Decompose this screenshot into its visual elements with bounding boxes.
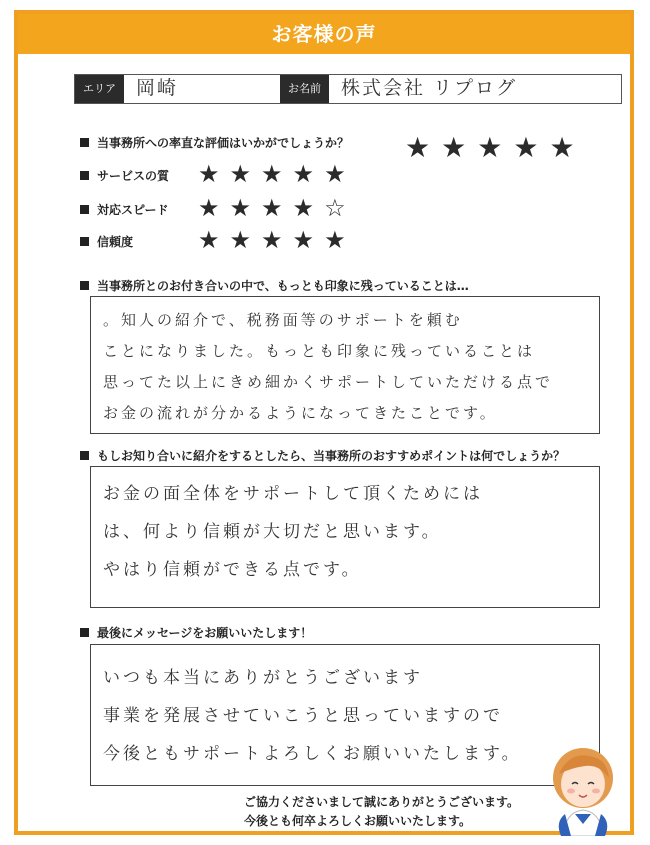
bullet-square-icon bbox=[80, 138, 89, 147]
answer-1-line: お金の流れが分かるようになってきたことです。 bbox=[103, 404, 498, 422]
rating-question bbox=[80, 134, 349, 151]
staff-avatar-illustration bbox=[545, 744, 621, 836]
survey-sheet bbox=[14, 10, 634, 835]
answer-3-line: 事業を発展させていこうと思っていますので bbox=[103, 706, 503, 726]
bullet-square-icon bbox=[80, 281, 89, 290]
rating-item-speed bbox=[80, 201, 169, 218]
star-filled-icon: ★ bbox=[324, 160, 346, 188]
answer-2-line: は、何より信頼が大切だと思います。 bbox=[103, 522, 442, 542]
star-filled-icon: ★ bbox=[441, 131, 467, 164]
answer-2-line: やはり信頼ができる点です。 bbox=[103, 560, 362, 580]
service-rating-stars bbox=[198, 162, 356, 186]
closing-message bbox=[244, 793, 519, 831]
answer-3-line: いつも本当にありがとうございます bbox=[103, 668, 423, 688]
answer-1-line: 。知人の紹介で、税務面等のサポートを頼む bbox=[103, 311, 463, 329]
rating-item-label: 対応スピード bbox=[97, 203, 169, 217]
trust-rating-stars bbox=[198, 228, 356, 252]
bullet-square-icon bbox=[80, 237, 89, 246]
answer-2-line: お金の面全体をサポートして頂くためには bbox=[103, 484, 483, 504]
question-1-text: 当事務所とのお付き合いの中で、もっとも印象に残っていることは… bbox=[97, 279, 469, 293]
answer-1-line: ことになりました。もっとも印象に残っていることは bbox=[103, 342, 536, 360]
star-filled-icon: ★ bbox=[198, 226, 220, 254]
star-filled-icon: ★ bbox=[261, 160, 283, 188]
star-filled-icon: ★ bbox=[292, 160, 315, 188]
answer-3-line: 今後ともサポートよろしくお願いいたします。 bbox=[103, 744, 522, 764]
star-filled-icon: ★ bbox=[405, 131, 431, 164]
answer-1-line: 思ってた以上にきめ細かくサポートしていただける点で bbox=[103, 373, 554, 391]
bullet-square-icon bbox=[80, 205, 89, 214]
rating-item-label: サービスの質 bbox=[97, 169, 170, 183]
star-filled-icon: ★ bbox=[513, 131, 539, 164]
question-1 bbox=[80, 277, 469, 294]
answer-3-box bbox=[90, 644, 600, 786]
name-value: 株式会社 リプログ bbox=[341, 77, 518, 99]
rating-item-service bbox=[80, 167, 169, 184]
bullet-square-icon bbox=[80, 171, 89, 180]
closing-line: ご協力くださいまして誠にありがとうございます。 bbox=[244, 795, 520, 809]
question-2 bbox=[80, 447, 565, 464]
bullet-square-icon bbox=[80, 628, 89, 637]
answer-1-box bbox=[90, 296, 600, 434]
overall-rating-stars bbox=[405, 131, 575, 164]
star-filled-icon: ★ bbox=[198, 194, 220, 222]
star-filled-icon: ★ bbox=[198, 160, 220, 188]
star-filled-icon: ★ bbox=[477, 131, 503, 164]
rating-item-trust bbox=[80, 233, 133, 250]
question-3 bbox=[80, 624, 312, 641]
star-filled-icon: ★ bbox=[229, 226, 252, 254]
rating-item-label: 信頼度 bbox=[97, 235, 134, 249]
star-filled-icon: ★ bbox=[261, 194, 283, 222]
area-value: 岡崎 bbox=[136, 77, 179, 99]
star-filled-icon: ★ bbox=[292, 194, 315, 222]
question-2-text: もしお知り合いに紹介をするとしたら、当事務所のおすすめポイントは何でしょうか？ bbox=[97, 449, 566, 463]
rating-question-text: 当事務所への率直な評価はいかがでしょうか？ bbox=[97, 136, 350, 150]
star-empty-icon: ☆ bbox=[324, 194, 346, 222]
name-label: お名前 bbox=[280, 75, 329, 103]
star-filled-icon: ★ bbox=[292, 226, 315, 254]
speed-rating-stars bbox=[198, 196, 356, 220]
closing-line: 今後とも何卒よろしくお願いいたします。 bbox=[244, 814, 472, 828]
area-label: エリア bbox=[75, 75, 124, 103]
question-3-text: 最後にメッセージをお願いいたします！ bbox=[97, 626, 313, 640]
answer-2-box bbox=[90, 466, 600, 608]
star-filled-icon: ★ bbox=[324, 226, 346, 254]
star-filled-icon: ★ bbox=[261, 226, 283, 254]
page-title: お客様の声 bbox=[18, 14, 630, 54]
star-filled-icon: ★ bbox=[229, 194, 252, 222]
star-filled-icon: ★ bbox=[549, 131, 575, 164]
customer-info-row bbox=[74, 74, 622, 104]
star-filled-icon: ★ bbox=[229, 160, 252, 188]
bullet-square-icon bbox=[80, 451, 89, 460]
